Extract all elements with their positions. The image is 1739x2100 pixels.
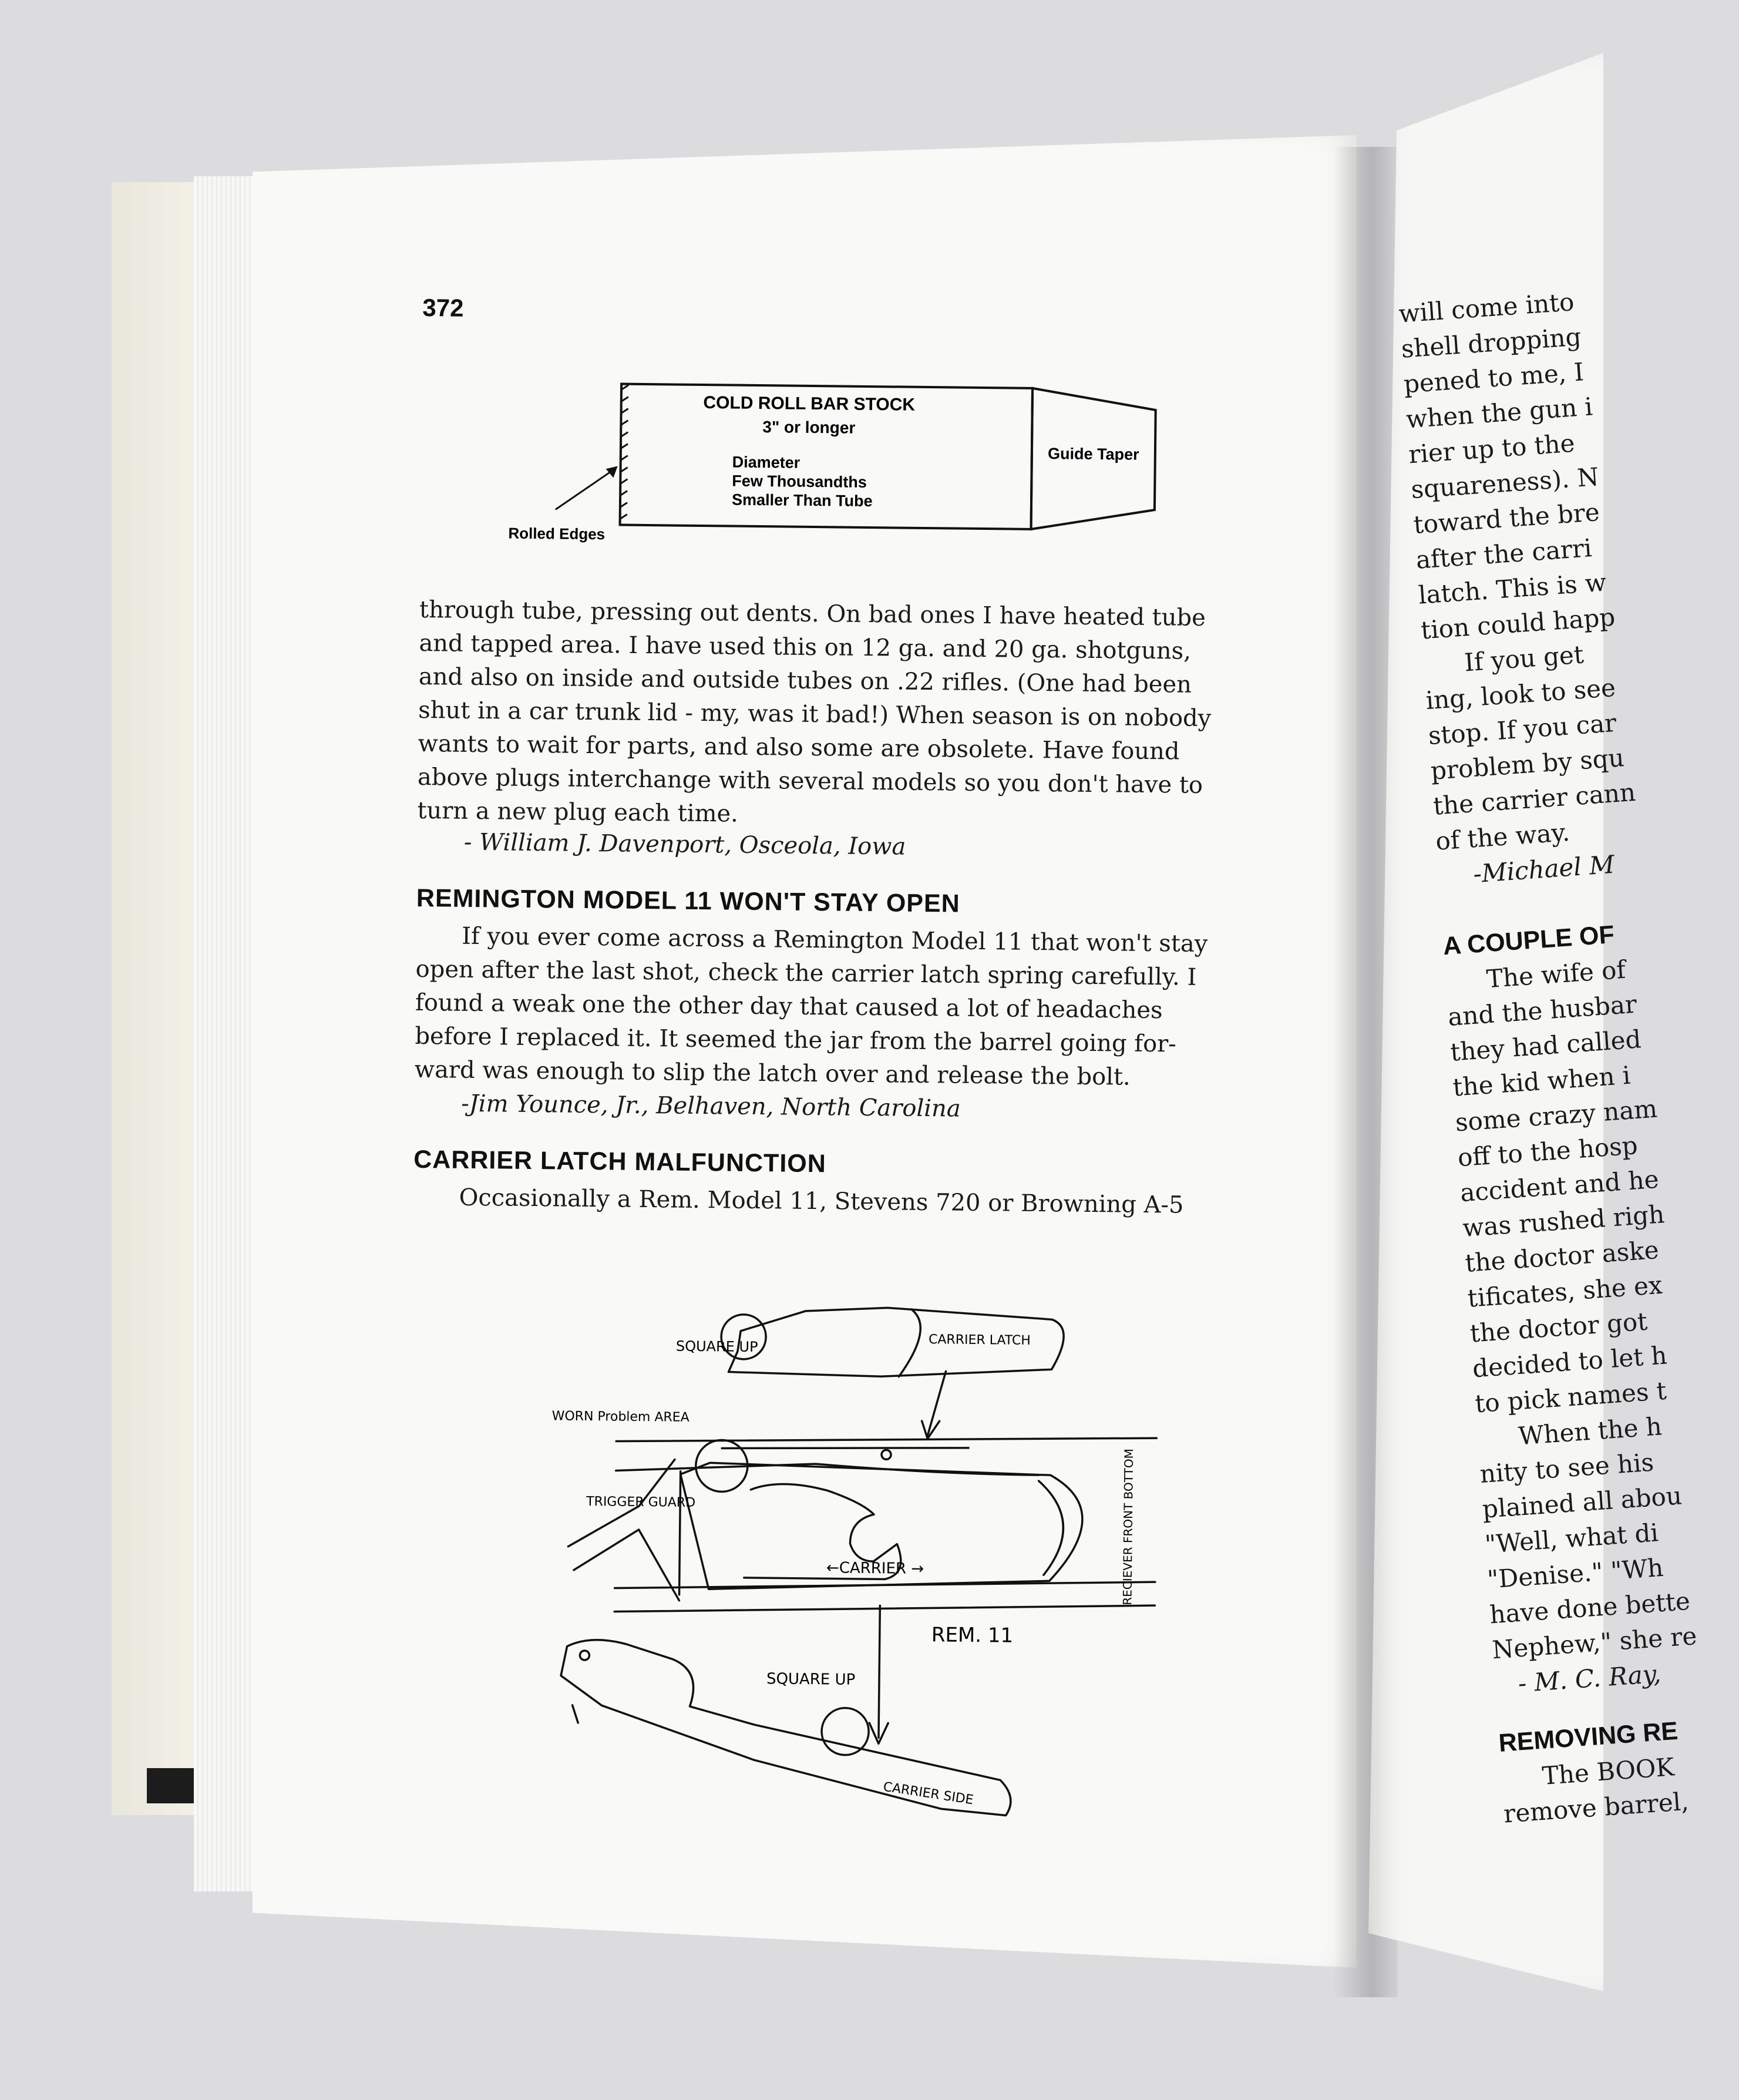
right-line: problem by squ [1429,743,1626,785]
guide-taper-label: Guide Taper [1047,445,1139,463]
attribution-younce: -Jim Younce, Jr., Belhaven, North Carolina [461,1090,961,1123]
carrier-paragraph [413,1181,1259,1223]
right-line: remove barrel, [1502,1786,1690,1829]
text-line: and tapped area. I have used this on 12 ga. and 20 ga. shotguns, [419,629,1192,665]
right-line: toward the bre [1412,497,1601,540]
bar-length: 3" or longer [762,418,856,437]
sketch-carrier-latch: CARRIER LATCH [928,1332,1031,1348]
right-line: rier up to the [1407,428,1576,469]
bar-stock-diagram [502,371,1185,554]
sketch-square-up-top: SQUARE UP [675,1338,758,1356]
right-line: the doctor got [1469,1306,1649,1348]
right-line: tificates, she ex [1466,1270,1664,1313]
heading-carrier-latch: CARRIER LATCH MALFUNCTION [413,1145,827,1178]
bar-diameter-3: Smaller Than Tube [731,490,873,510]
sketch-carrier-side: CARRIER SIDE [882,1779,975,1808]
left-page-content [407,276,1292,1812]
bar-diameter-2: Few Thousandths [732,472,867,491]
sketch-receiver-front-bottom: RECIEVER FRONT BOTTOM [1120,1449,1136,1605]
right-line: If you get [1463,640,1585,677]
right-line: was rushed righ [1461,1199,1666,1243]
right-attribution-ray: - M. C. Ray, [1517,1659,1662,1698]
heading-remington-model-11: REMINGTON MODEL 11 WON'T STAY OPEN [416,883,960,918]
right-line: the doctor aske [1464,1235,1660,1278]
continued-paragraph [417,593,1265,836]
right-line: squareness). N [1410,462,1600,505]
right-line: the kid when i [1452,1060,1632,1102]
text-line: Occasionally a Rem. Model 11, Stevens 720 or Browning A-5 [459,1184,1184,1219]
right-line: latch. This is w [1417,567,1607,610]
right-line: tion could happ [1420,602,1616,645]
carrier-latch-sketch [518,1293,1169,1829]
text-line: If you ever come across a Remington Model 11 that won't stay [461,922,1208,958]
right-line: off to the hosp [1457,1131,1639,1172]
text-line: shut in a car trunk lid - my, was it bad!) When season is on nobody [418,696,1212,733]
right-line: some crazy nam [1454,1094,1659,1137]
right-line: have done bette [1488,1586,1691,1629]
right-line: shell dropping [1400,322,1582,364]
right-line: decided to let h [1471,1340,1668,1383]
right-attribution: -Michael M [1472,849,1616,889]
right-line: Nephew," she re [1491,1621,1698,1665]
right-line: accident and he [1459,1164,1660,1208]
text-line: before I replaced it. It seemed the jar from the barrel going for- [415,1022,1177,1058]
page-number: 372 [422,293,464,322]
right-line: will come into [1398,287,1575,328]
bar-diameter-1: Diameter [732,453,800,472]
right-line: The wife of [1485,955,1627,994]
right-line: plained all abou [1481,1481,1683,1524]
right-heading-couple: A COUPLE OF [1442,920,1616,961]
text-line: and also on inside and outside tubes on .22 rifles. (One had been [418,663,1192,698]
text-line: ward was enough to slip the latch over and release the bolt. [414,1056,1131,1091]
right-line: "Well, what di [1484,1518,1660,1559]
sketch-carrier: ←CARRIER → [826,1559,924,1578]
right-line: nity to see his [1479,1447,1655,1489]
text-line: turn a new plug each time. [417,797,739,828]
right-line: stop. If you car [1427,708,1617,751]
bar-title: COLD ROLL BAR STOCK [703,393,916,415]
right-line: they had called [1449,1024,1642,1067]
right-line: The BOOK [1541,1752,1676,1790]
right-line: "Denise." "Wh [1486,1553,1664,1594]
sketch-rem-11: REM. 11 [931,1623,1014,1648]
rolled-edges-label: Rolled Edges [508,524,606,543]
right-line: to pick names t [1474,1376,1668,1419]
right-line: the carrier cann [1432,777,1637,821]
right-line: ing, look to see [1425,673,1617,715]
right-line: When the h [1517,1412,1663,1451]
right-line: when the gun i [1405,392,1594,434]
sketch-worn-problem-area: WORN Problem AREA [551,1409,689,1425]
right-line: after the carri [1415,533,1593,574]
right-line: and the husbar [1447,989,1638,1031]
text-line: through tube, pressing out dents. On bad ones I have heated tube [419,596,1206,631]
right-line: pened to me, I [1402,357,1585,399]
remington-paragraph [415,919,1262,1096]
text-line: above plugs interchange with several models so you don't have to [417,763,1203,799]
right-heading-removing: REMOVING RE [1498,1716,1679,1758]
right-line: of the way. [1434,817,1571,856]
text-line: open after the last shot, check the carrier latch spring carefully. I [415,955,1197,991]
text-line: found a weak one the other day that caused a lot of headaches [415,989,1163,1024]
attribution-davenport: - William J. Davenport, Osceola, Iowa [463,828,906,861]
sketch-square-up-bottom: SQUARE UP [766,1670,856,1689]
sketch-trigger-guard: TRIGGER GUARD [586,1494,696,1510]
text-line: wants to wait for parts, and also some are obsolete. Have found [418,730,1180,765]
